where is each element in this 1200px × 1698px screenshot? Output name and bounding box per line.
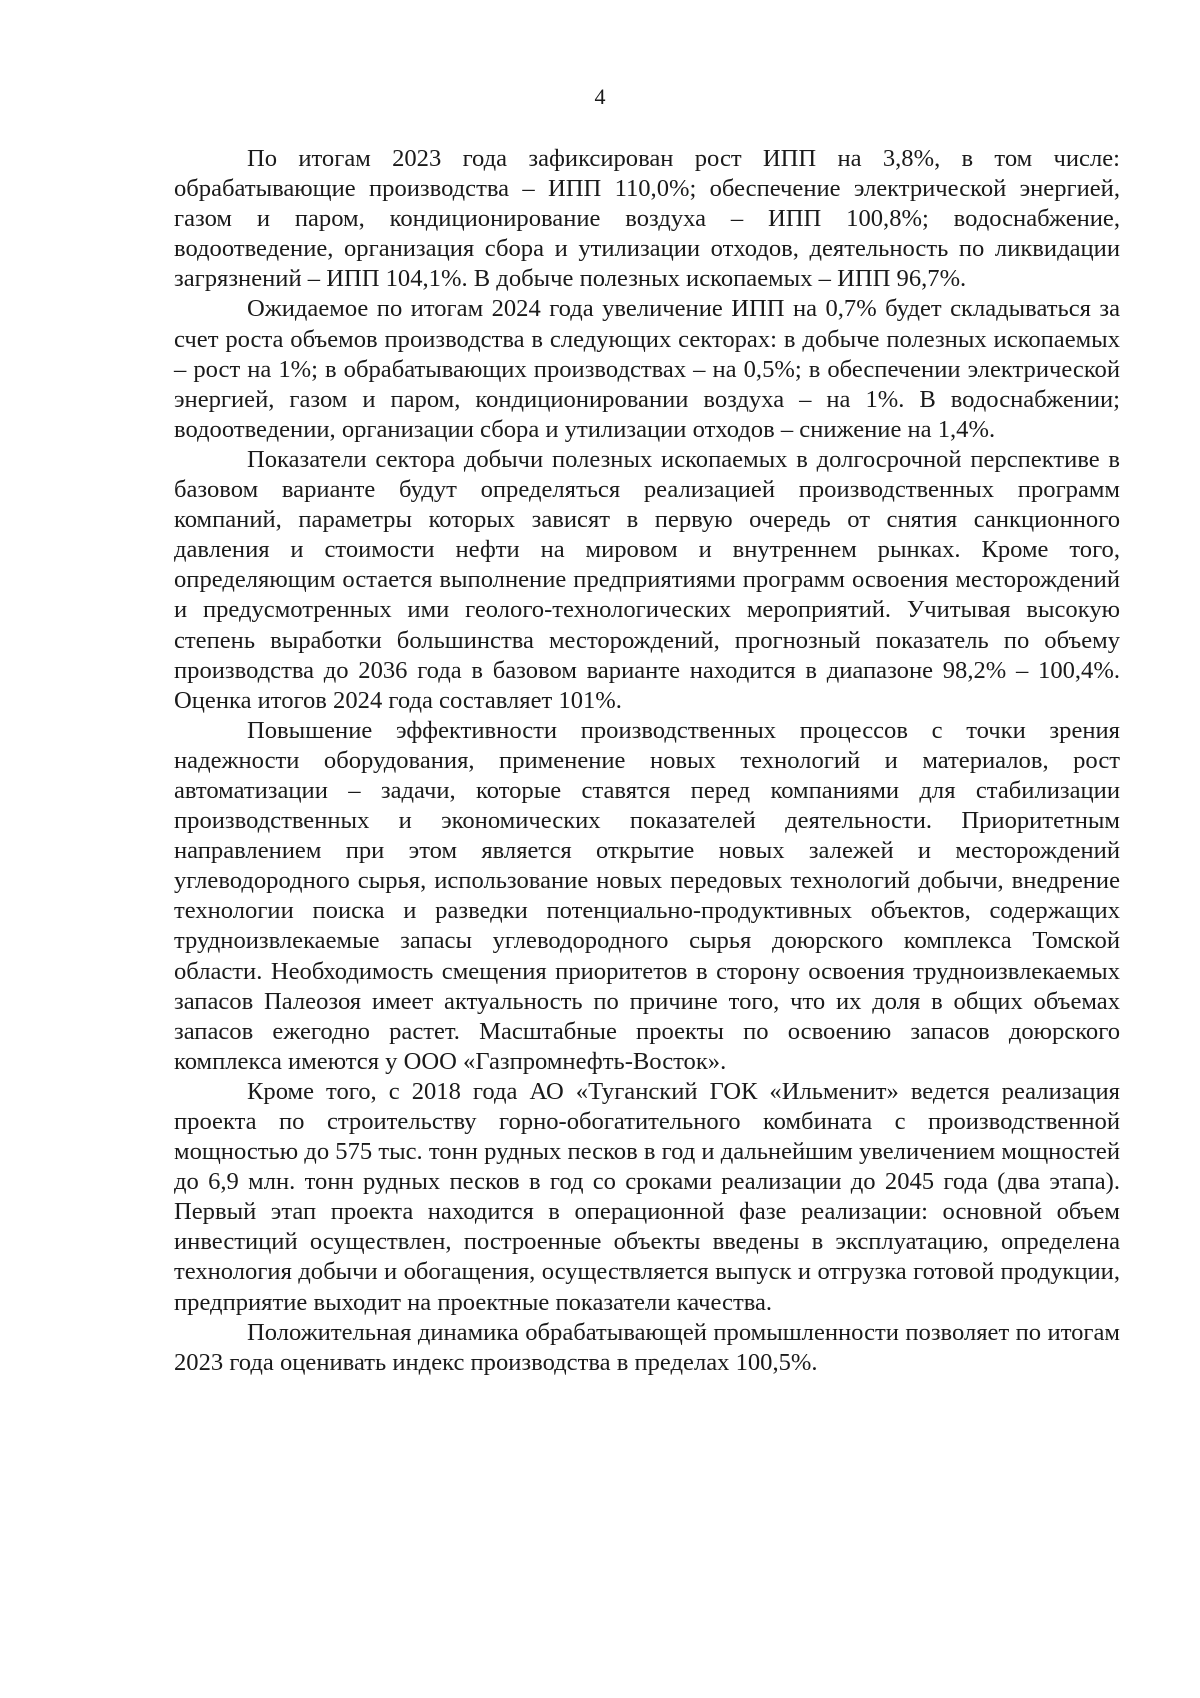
document-body <box>174 144 1120 1378</box>
paragraph-ipp-2023: По итогам 2023 года зафиксирован рост ИПП на 3,8%, в том числе: обрабатывающие производства – ИПП 110,0%; обеспечение электрической энергией, газом и паром, кондиционирование воздуха – ИПП 100,8%; водоснабжение, водоотведение, организация сбора и утилизации отходов, деятельность по ликвидации загрязнений – ИПП 104,1%. В добыче полезных ископаемых – ИПП 96,7%. <box>174 145 1120 293</box>
paragraph-mining-sector-outlook: Показатели сектора добычи полезных ископаемых в долгосрочной перспективе в базовом варианте будут определяться реализацией производственных программ компаний, параметры которых зависят в первую очередь от снятия санкционного давления и стоимости нефти на мировом и внутреннем рынках. Кроме того, определяющим остается выполнение предприятиями программ освоения месторождений и предусмотренных ими геолого-технологических мероприятий. Учитывая высокую степень выработки большинства месторождений, прогнозный показатель по объему производства до 2036 года в базовом варианте находится в диапазоне 98,2% – 100,4%. Оценка итогов 2024 года составляет 101%. <box>174 445 1120 714</box>
paragraph-tugansky-gok-project: Кроме того, с 2018 года АО «Туганский ГОК «Ильменит» ведется реализация проекта по строительству горно-обогатительного комбината с производственной мощностью до 575 тыс. тонн рудных песков в год и дальнейшим увеличением мощностей до 6,9 млн. тонн рудных песков в год со сроками реализации до 2045 года (два этапа). Первый этап проекта находится в операционной фазе реализации: основной объем инвестиций осуществлен, построенные объекты введены в эксплуатацию, определена технология добычи и обогащения, осуществляется выпуск и отгрузка готовой продукции, предприятие выходит на проектные показатели качества. <box>174 1077 1120 1316</box>
paragraph-manufacturing-dynamics: Положительная динамика обрабатывающей промышленности позволяет по итогам 2023 года оценивать индекс производства в пределах 100,5%. <box>174 1318 1120 1376</box>
paragraph-ipp-2024-forecast: Ожидаемое по итогам 2024 года увеличение ИПП на 0,7% будет складываться за счет роста объемов производства в следующих секторах: в добыче полезных ископаемых – рост на 1%; в обрабатывающих производствах – на 0,5%; в обеспечении электрической энергией, газом и паром, кондиционировании воздуха – на 1%. В водоснабжении; водоотведении, организации сбора и утилизации отходов – снижение на 1,4%. <box>174 295 1120 443</box>
paragraph-efficiency-priorities: Повышение эффективности производственных процессов с точки зрения надежности оборудования, применение новых технологий и материалов, рост автоматизации – задачи, которые ставятся перед компаниями для стабилизации производственных и экономических показателей деятельности. Приоритетным направлением при этом является открытие новых залежей и месторождений углеводородного сырья, использование новых передовых технологий добычи, внедрение технологии поиска и разведки потенциально-продуктивных объектов, содержащих трудноизвлекаемые запасы углеводородного сырья доюрского комплекса Томской области. Необходимость смещения приоритетов в сторону освоения трудноизвлекаемых запасов Палеозоя имеет актуальность по причине того, что их доля в общих объемах запасов ежегодно растет. Масштабные проекты по освоению запасов доюрского комплекса имеются у ООО «Газпромнефть-Восток». <box>174 716 1120 1075</box>
page-number: 4 <box>594 84 606 109</box>
